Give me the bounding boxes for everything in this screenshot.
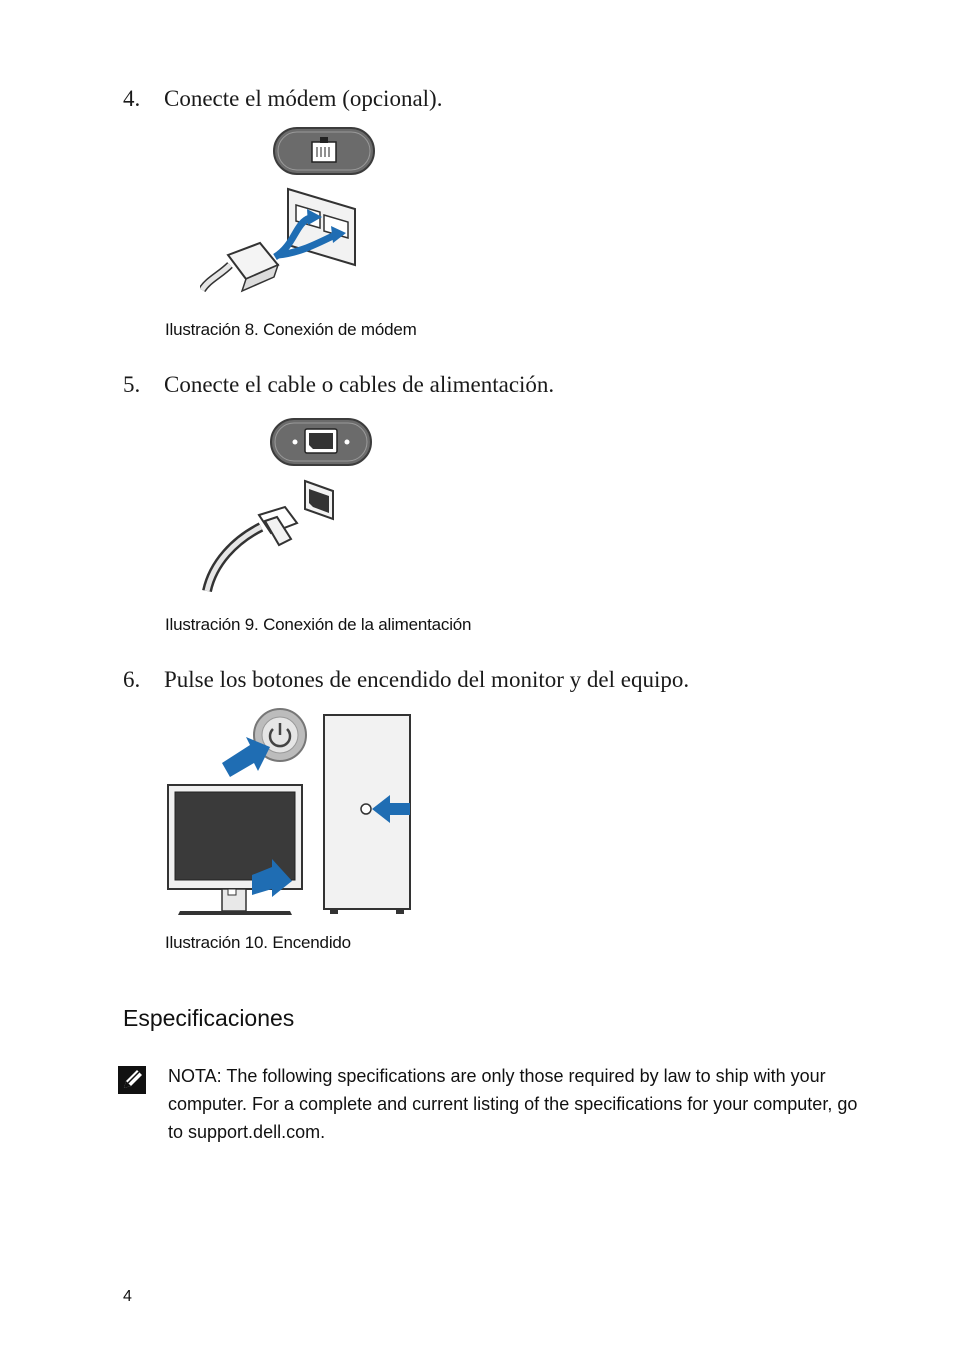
power-port-icon bbox=[271, 419, 371, 465]
step-number: 5. bbox=[123, 372, 141, 397]
page-number: 4 bbox=[123, 1288, 132, 1305]
phone-port-icon bbox=[274, 128, 374, 174]
power-socket-icon bbox=[305, 481, 333, 519]
step-5 bbox=[123, 372, 554, 398]
figure-caption: Ilustración 10. Encendido bbox=[165, 933, 351, 952]
figure-caption: Ilustración 8. Conexión de módem bbox=[165, 320, 417, 339]
power-on-illustration bbox=[160, 705, 420, 920]
step-text: Pulse los botones de encendido del monitor y del equipo. bbox=[164, 667, 690, 692]
section-heading: Especificaciones bbox=[123, 1005, 295, 1031]
support-link[interactable]: support.dell.com bbox=[188, 1122, 321, 1142]
step-number: 4. bbox=[123, 86, 141, 111]
power-cable-plug-icon bbox=[207, 507, 297, 591]
note-pencil-icon bbox=[118, 1066, 146, 1094]
step-text: Conecte el módem (opcional). bbox=[164, 86, 443, 111]
rj11-plug-icon bbox=[202, 243, 278, 291]
note-label: NOTA: bbox=[168, 1066, 222, 1086]
figure-caption: Ilustración 9. Conexión de la alimentación bbox=[165, 615, 472, 634]
step-text: Conecte el cable o cables de alimentación. bbox=[164, 372, 555, 397]
note-body: The following specifications are only those required by law to ship with your computer. For a complete and current listing of the specifications for your computer, go to bbox=[168, 1066, 858, 1142]
power-connection-illustration bbox=[195, 415, 385, 595]
step-4 bbox=[123, 86, 442, 112]
step-number: 6. bbox=[123, 667, 141, 692]
modem-connection-illustration bbox=[200, 125, 380, 305]
step-6 bbox=[123, 667, 689, 693]
note-text bbox=[168, 1062, 868, 1146]
monitor-icon bbox=[168, 785, 302, 915]
note-end: . bbox=[320, 1122, 326, 1142]
